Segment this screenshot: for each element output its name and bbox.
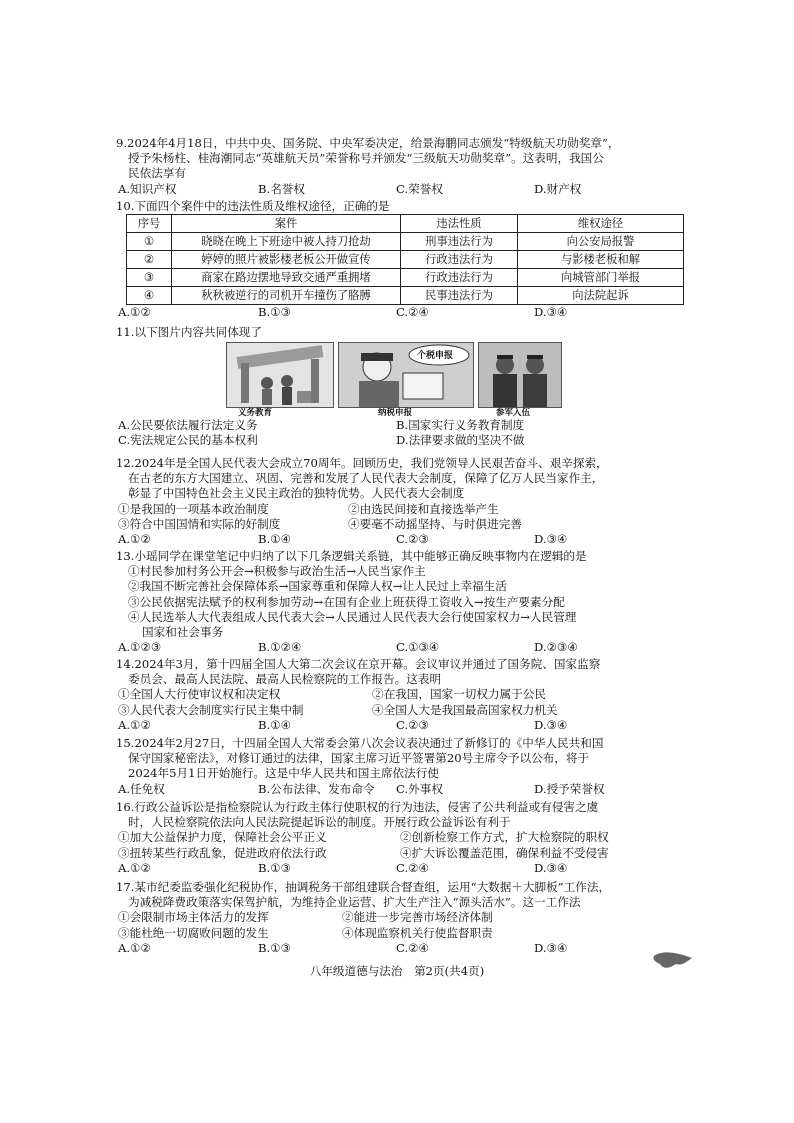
caption-enlistment: 参军入伍 [496,408,531,419]
q13-stem: 13.小瑶同学在课堂笔记中归纳了以下几条逻辑关系链，其中能够正确反映事物内在逻辑的是 [116,549,587,563]
q13-item-4-cont: 国家和社会事务 [142,625,224,640]
q12-item-2: ②由选民间接和直接选举产生 [348,501,499,516]
q13-item-4: ④人民选举人大代表组成人民代表大会→人民通过人民代表大会行使国家权力→人民管理 [128,609,577,624]
table-cell: 秋秋被逆行的司机开车撞伤了胳膊 [172,287,401,305]
q9-option-c[interactable]: C.荣誉权 [396,181,443,196]
q16-item-4: ④扩大诉讼覆盖范围，确保利益不受侵害 [400,845,609,860]
q12-line-2: 在古老的东方大国建立、巩固、完善和发展了人民代表大会制度，保障了亿万人民当家作主， [128,471,604,486]
q17-option-a[interactable]: A.①② [118,940,151,955]
q14-item-4: ④全国人大是我国最高国家权力机关 [372,702,558,717]
table-cell: 婷婷的照片被影楼老板公开做宣传 [172,251,401,269]
q11-stem: 11.以下图片内容共同体现了 [116,325,262,339]
q12-item-1: ①是我国的一项基本政治制度 [118,501,269,516]
q12-option-d[interactable]: D.③④ [534,531,568,546]
q10-option-c[interactable]: C.②④ [396,305,429,320]
q14-option-a[interactable]: A.①② [118,717,151,732]
q13-item-3: ③公民依据宪法赋予的权利参加劳动→在国有企业上班获得工资收入→按生产要素分配 [128,594,565,609]
enlistment-illustration [478,342,562,408]
table-row [127,233,684,251]
table-cell: 刑事违法行为 [401,233,518,251]
caption-education: 义务教育 [238,408,273,419]
question-16 [116,800,676,861]
q16-option-b[interactable]: B.①③ [258,861,291,875]
table-cell: ① [127,233,172,251]
q12-option-a[interactable]: A.①② [118,531,151,546]
q9-option-d[interactable]: D.财产权 [534,181,582,196]
q12-line-1: 12.2024年是全国人民代表大会成立70周年。回顾历史，我们党领导人民艰苦奋斗、艰辛探索， [116,456,608,470]
q13-item-1: ①村民参加村务公开会→积极参与政治生活→人民当家作主 [128,564,426,579]
table-cell: ② [127,251,172,269]
q17-item-4: ④体现监察机关行使监督职责 [342,925,493,940]
q9-option-b[interactable]: B.名誉权 [258,181,305,196]
education-illustration [226,342,334,408]
question-13 [116,549,676,655]
q13-option-d[interactable]: D.②③④ [534,640,578,655]
q16-options [116,861,676,876]
q13-option-c[interactable]: C.①③④ [396,640,440,655]
q10-options [116,305,676,320]
table-row [127,287,684,305]
q12-line-3: 彰显了中国特色社会主义民主政治的独特优势。人民代表大会制度 [128,486,465,501]
table-cell: 与影楼老板和解 [518,251,684,269]
q16-option-d[interactable]: D.③④ [534,861,568,875]
q13-option-a[interactable]: A.①②③ [118,640,162,655]
q16-line-1: 16.行政公益诉讼是指检察院认为行政主体行使职权的行为违法，侵害了公共利益或有侵害之虞 [116,800,599,814]
q9-line-2: 授予朱杨柱、桂海潮同志“英雄航天员”荣誉称号并颁发“三级航天功勋奖章”。这表明，我国公 [128,151,604,166]
q16-items-row-1 [116,830,676,845]
q17-item-2: ②能进一步完善市场经济体制 [342,910,493,925]
q17-items-row-1 [116,910,676,925]
table-row [127,251,684,269]
q17-item-3: ③能杜绝一切腐败问题的发生 [118,925,269,940]
table-cell: 行政违法行为 [401,269,518,287]
q16-item-3: ③扭转某些行政乱象，促进政府依法行政 [118,845,327,860]
table-cell: 晓晓在晚上下班途中被人持刀抢劫 [172,233,401,251]
q10-case-table [126,214,684,305]
table-cell: 行政违法行为 [401,251,518,269]
q11-images [116,342,676,419]
table-cell: 商家在路边摆地导致交通严重拥堵 [172,269,401,287]
table-header-cell: 案件 [172,215,401,233]
q14-line-2: 委员会、最高人民法院、最高人民检察院的工作报告。这表明 [128,672,442,687]
q15-options [116,782,676,797]
q14-option-c[interactable]: C.②③ [396,717,429,732]
q11-option-b[interactable]: B.国家实行义务教育制度 [396,418,525,433]
table-header-cell: 序号 [127,215,172,233]
q16-line-2: 时，人民检察院依法向人民法院提起诉讼的制度。开展行政公益诉讼有利于 [128,815,511,830]
q15-line-1: 15.2024年2月27日，十四届全国人大常委会第八次会议表决通过了新修订的《中华人民共和国 [116,736,604,750]
q11-options-row-1 [116,418,676,433]
q15-option-b[interactable]: B.公布法律、发布命令 [258,781,375,796]
q17-line-1: 17.某市纪委监委强化纪税协作，抽调税务干部组建联合督查组，运用“大数据＋大脚板”工作法， [116,880,611,894]
q15-line-2: 保守国家秘密法》，对修订通过的法律，国家主席习近平签署第20号主席令予以公布，将于 [128,751,590,766]
q12-option-b[interactable]: B.①④ [258,531,291,546]
q9-line-3: 民依法享有 [128,166,186,181]
q10-option-b[interactable]: B.①③ [258,305,291,320]
question-11 [116,325,676,449]
table-cell: 向公安局报警 [518,233,684,251]
q12-item-4: ④要毫不动摇坚持、与时俱进完善 [348,516,522,531]
q14-items-row-2 [116,703,676,718]
q15-option-a[interactable]: A.任免权 [118,781,165,796]
q17-item-1: ①会限制市场主体活力的发挥 [118,910,269,925]
caption-tax: 纳税申报 [378,408,413,419]
q14-items-row-1 [116,687,676,702]
q14-line-1: 14.2024年3月，第十四届全国人大第二次会议在京开幕。会议审议并通过了国务院、国家监察 [116,657,601,671]
question-10 [116,199,676,320]
question-12 [116,456,676,547]
question-17 [116,880,676,956]
scan-smudge [652,948,696,978]
q14-option-b[interactable]: B.①④ [258,717,291,732]
page-footer: 八年级道德与法治 第2页(共4页) [309,964,485,978]
q16-item-1: ①加大公益保护力度，保障社会公平正义 [118,830,327,845]
q16-option-a[interactable]: A.①② [118,861,151,875]
q14-item-3: ③人民代表大会制度实行民主集中制 [118,702,304,717]
table-cell: 民事违法行为 [401,287,518,305]
table-header-cell: 违法性质 [401,215,518,233]
q12-items-row-2 [116,517,676,532]
q11-option-a[interactable]: A.公民要依法履行法定义务 [118,418,258,433]
q14-item-1: ①全国人大行使审议权和决定权 [118,687,281,702]
q12-option-c[interactable]: C.②③ [396,531,429,546]
q17-options [116,941,676,956]
table-header-cell: 维权途径 [518,215,684,233]
question-15 [116,736,676,797]
table-cell: ③ [127,269,172,287]
q10-stem: 10.下面四个案件中的违法性质及维权途径，正确的是 [116,199,390,213]
table-row [127,269,684,287]
table-header-row [127,215,684,233]
q17-option-d[interactable]: D.③④ [534,940,568,955]
q13-item-2: ②我国不断完善社会保障体系→国家尊重和保障人权→让人民过上幸福生活 [128,579,507,594]
q17-option-b[interactable]: B.①③ [258,940,291,955]
q12-options [116,532,676,547]
q10-option-d[interactable]: D.③④ [534,305,568,320]
q9-option-a[interactable]: A.知识产权 [118,181,177,196]
q12-items-row-1 [116,502,676,517]
q15-option-d[interactable]: D.授予荣誉权 [534,781,605,796]
q16-item-2: ②创新检察工作方式，扩大检察院的职权 [400,830,609,845]
q11-option-d[interactable]: D.法律要求做的坚决不做 [396,433,525,448]
tax-bubble-text: 个税申报 [417,351,454,362]
q16-options-block [116,861,676,876]
q17-line-2: 为减税降费政策落实保驾护航，为维持企业运营、扩大生产注入“源头活水”。这一工作法 [128,895,581,910]
table-cell: 向法院起诉 [518,287,684,305]
q17-items-row-2 [116,926,676,941]
q11-options-row-2 [116,433,676,448]
question-9 [116,136,676,197]
tax-illustration [338,342,474,408]
q15-option-c[interactable]: C.外事权 [396,781,443,796]
q15-line-3: 2024年5月1日开始施行。这是中华人民共和国主席依法行使 [128,766,439,781]
q16-items-row-2 [116,846,676,861]
q14-item-2: ②在我国，国家一切权力属于公民 [372,687,546,702]
table-cell: 向城管部门举报 [518,269,684,287]
question-14 [116,657,676,733]
q11-option-c[interactable]: C.宪法规定公民的基本权利 [118,433,258,448]
q16-option-c[interactable]: C.②④ [396,861,429,875]
q12-item-3: ③符合中国国情和实际的好制度 [118,516,281,531]
q14-options [116,718,676,733]
q10-option-a[interactable]: A.①② [118,305,151,320]
q17-option-c[interactable]: C.②④ [396,940,429,955]
q13-option-b[interactable]: B.①②④ [258,640,302,655]
table-cell: ④ [127,287,172,305]
q14-option-d[interactable]: D.③④ [534,717,568,732]
q13-options [116,640,676,655]
q9-line-1: 9.2024年4月18日，中共中央、国务院、中央军委决定，给景海鹏同志颁发“特级航天功勋奖章”， [116,136,620,150]
q9-options [116,182,676,197]
